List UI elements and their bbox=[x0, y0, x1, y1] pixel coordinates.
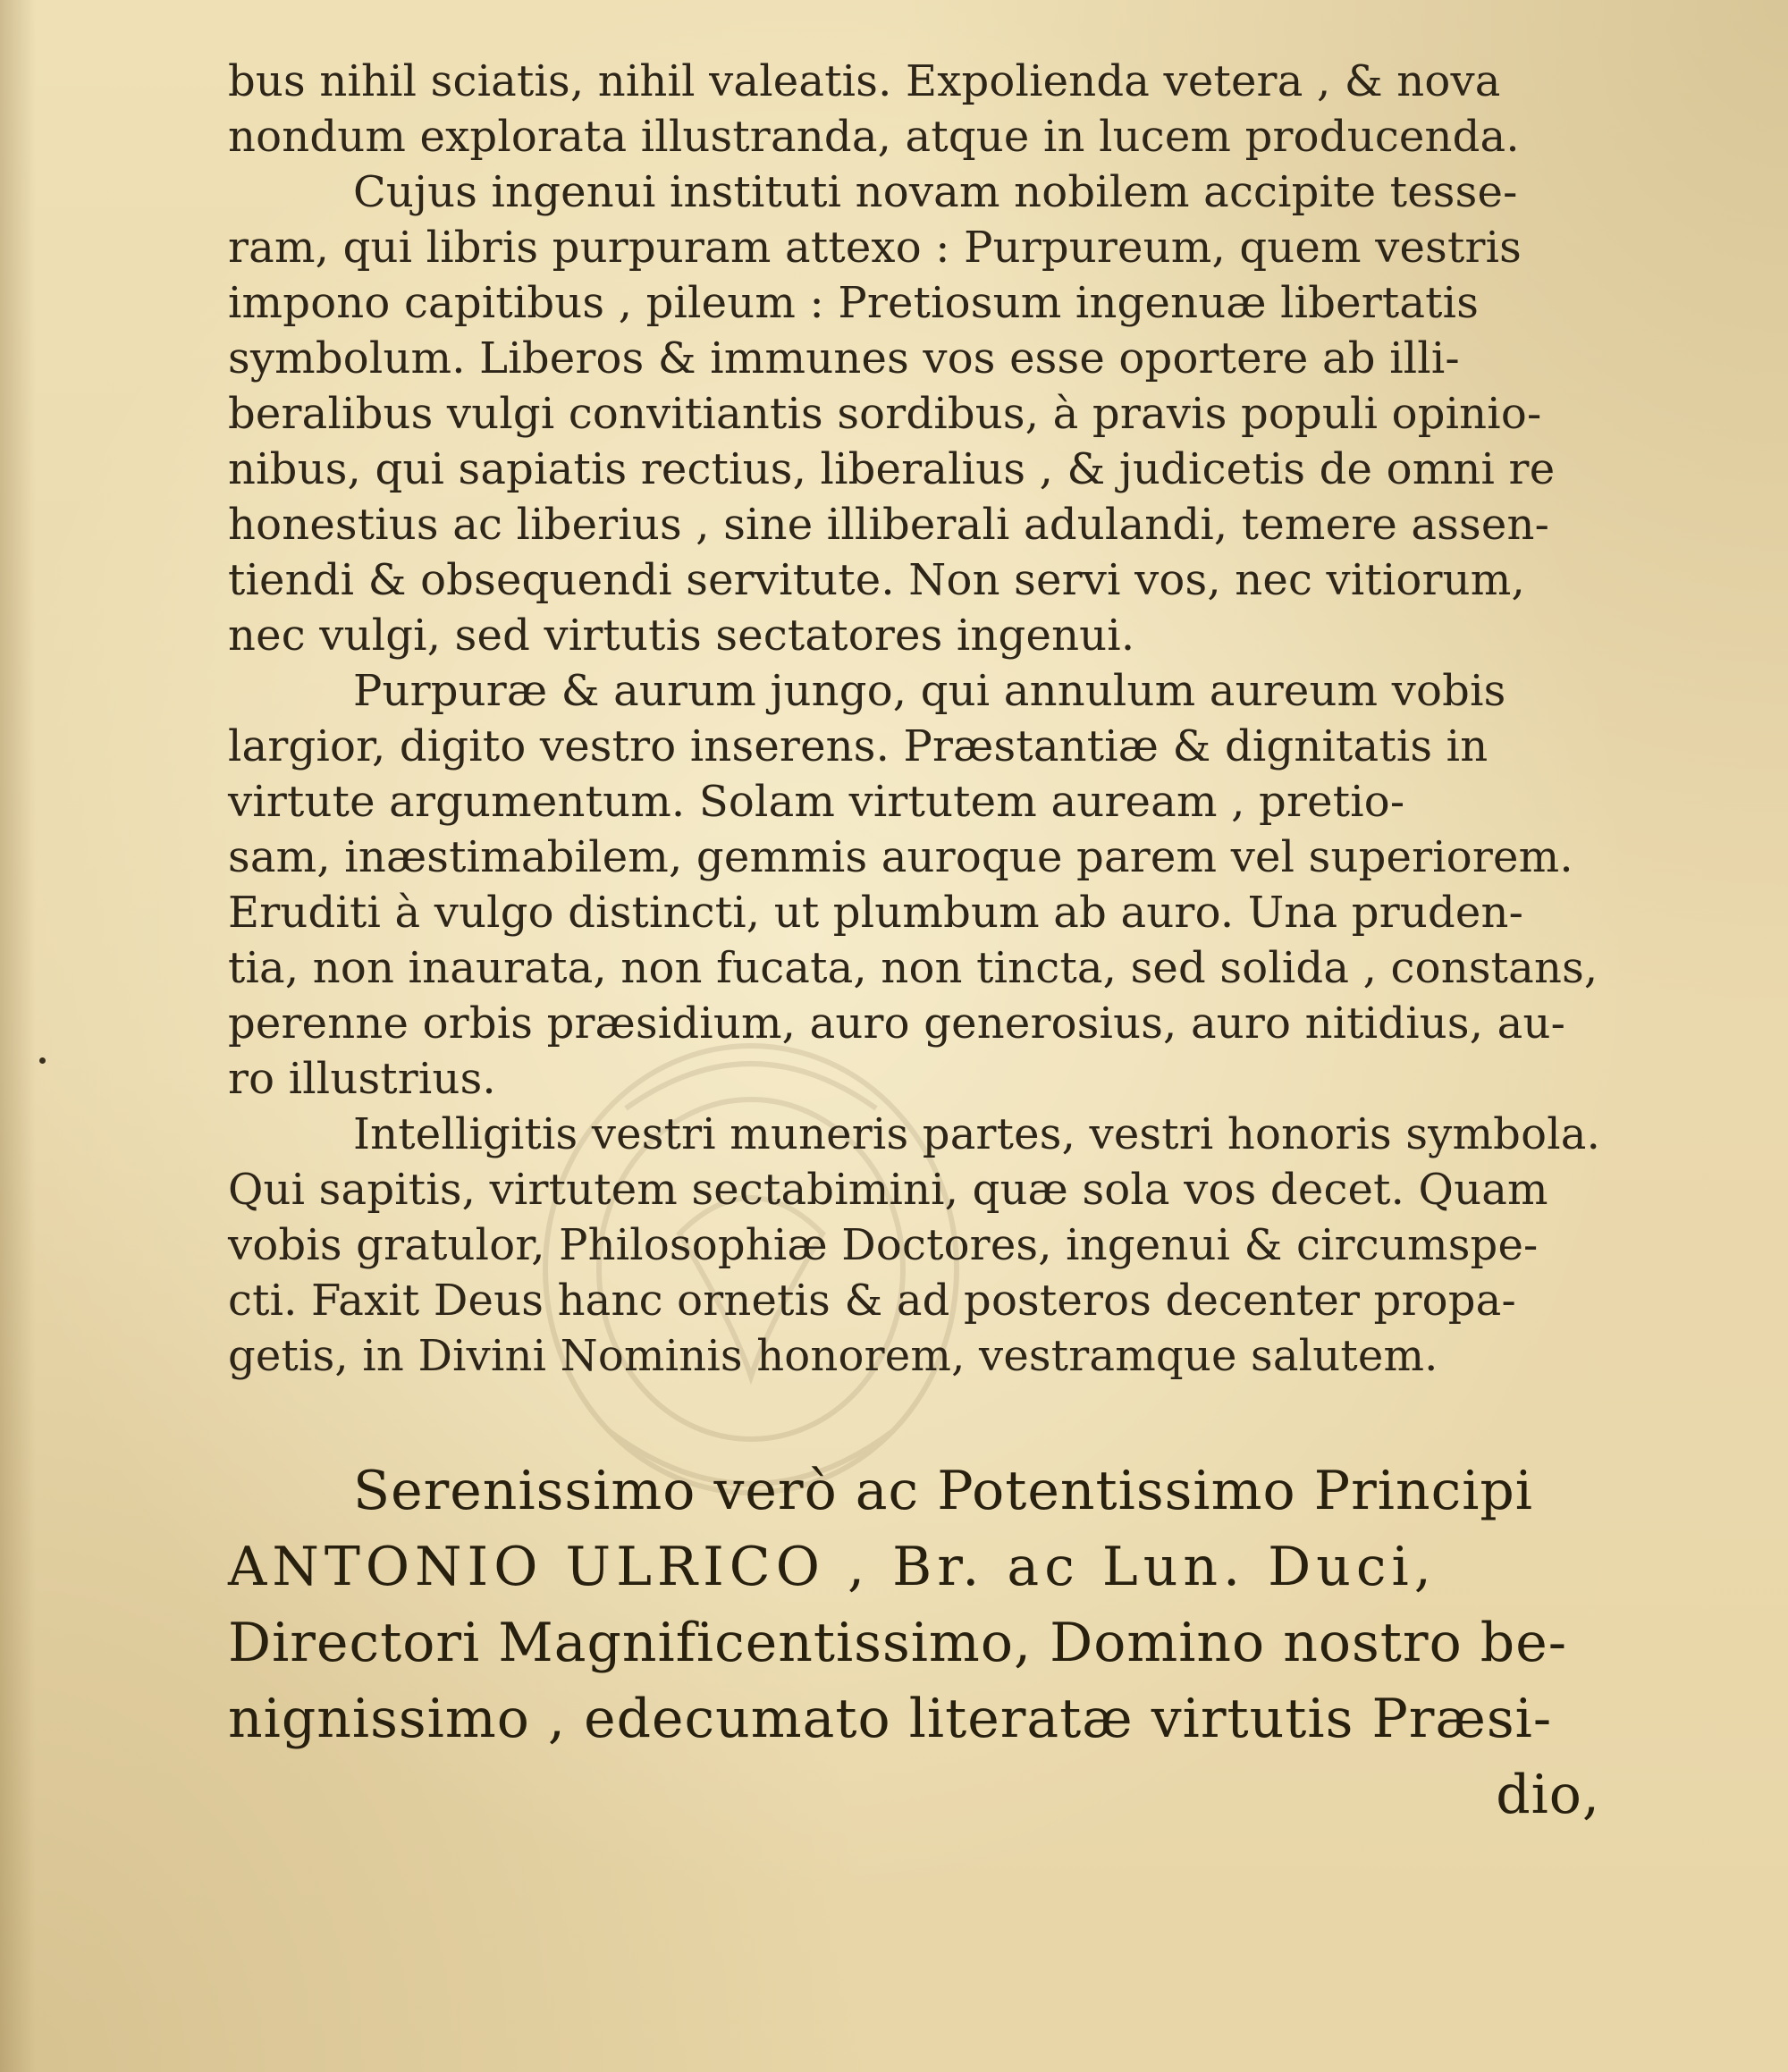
text-line: vobis gratulor, Philosophiæ Doctores, ingenui & circumspe- bbox=[228, 1220, 1539, 1270]
text-line: cti. Faxit Deus hanc ornetis & ad posteros decenter propa- bbox=[228, 1276, 1516, 1326]
text-line: symbolum. Liberos & immunes vos esse oportere ab illi- bbox=[228, 333, 1460, 383]
text-line: Eruditi à vulgo distincti, ut plumbum ab auro. Una pruden- bbox=[228, 888, 1524, 938]
paragraph-4 bbox=[228, 1107, 1600, 1384]
text-line: Intelligitis vestri muneris partes, vestri honoris symbola. bbox=[353, 1109, 1601, 1159]
text-line: tiendi & obsequendi servitute. Non servi vos, nec vitiorum, bbox=[228, 555, 1525, 605]
paragraph-1 bbox=[228, 54, 1600, 164]
dedication-line: ANTONIO ULRICO , Br. ac Lun. Duci, bbox=[228, 1536, 1437, 1598]
text-line: getis, in Divini Nominis honorem, vestramque salutem. bbox=[228, 1331, 1438, 1381]
text-line: nec vulgi, sed virtutis sectatores ingenui. bbox=[228, 611, 1135, 661]
ink-speck bbox=[39, 1057, 46, 1064]
dedication-line: dio, bbox=[1496, 1764, 1600, 1826]
paragraph-3 bbox=[228, 663, 1600, 1107]
dedication bbox=[228, 1453, 1600, 1833]
text-line: Purpuræ & aurum jungo, qui annulum aureum vobis bbox=[353, 666, 1506, 716]
text-line: beralibus vulgi convitiantis sordibus, à pravis populi opinio- bbox=[228, 389, 1542, 439]
text-line: Cujus ingenui instituti novam nobilem accipite tesse- bbox=[353, 167, 1518, 217]
text-line: tia, non inaurata, non fucata, non tincta, sed solida , constans, bbox=[228, 943, 1598, 993]
text-line: nondum explorata illustranda, atque in lucem producenda. bbox=[228, 112, 1520, 162]
text-line: Qui sapitis, virtutem sectabimini, quæ sola vos decet. Quam bbox=[228, 1165, 1548, 1215]
text-line: honestius ac liberius , sine illiberali adulandi, temere assen- bbox=[228, 500, 1550, 550]
text-line: virtute argumentum. Solam virtutem auream , pretio- bbox=[228, 777, 1405, 827]
text-line: ro illustrius. bbox=[228, 1054, 496, 1104]
text-line: perenne orbis præsidium, auro generosius, auro nitidius, au- bbox=[228, 998, 1565, 1049]
page-text bbox=[228, 54, 1600, 1833]
dedication-line: Serenissimo verò ac Potentissimo Principi bbox=[353, 1460, 1533, 1522]
text-line: bus nihil sciatis, nihil valeatis. Expolienda vetera , & nova bbox=[228, 56, 1501, 106]
text-line: nibus, qui sapiatis rectius, liberalius , & judicetis de omni re bbox=[228, 444, 1556, 494]
text-line: sam, inæstimabilem, gemmis auroque parem vel superiorem. bbox=[228, 832, 1573, 882]
dedication-line: nignissimo , edecumato literatæ virtutis Præsi- bbox=[228, 1688, 1553, 1750]
text-line: impono capitibus , pileum : Pretiosum ingenuæ libertatis bbox=[228, 278, 1480, 328]
text-line: ram, qui libris purpuram attexo : Purpureum, quem vestris bbox=[228, 223, 1522, 273]
dedication-line: Directori Magnificentissimo, Domino nostro be- bbox=[228, 1612, 1567, 1674]
paragraph-2 bbox=[228, 164, 1600, 663]
text-line: largior, digito vestro inserens. Præstantiæ & dignitatis in bbox=[228, 721, 1489, 771]
